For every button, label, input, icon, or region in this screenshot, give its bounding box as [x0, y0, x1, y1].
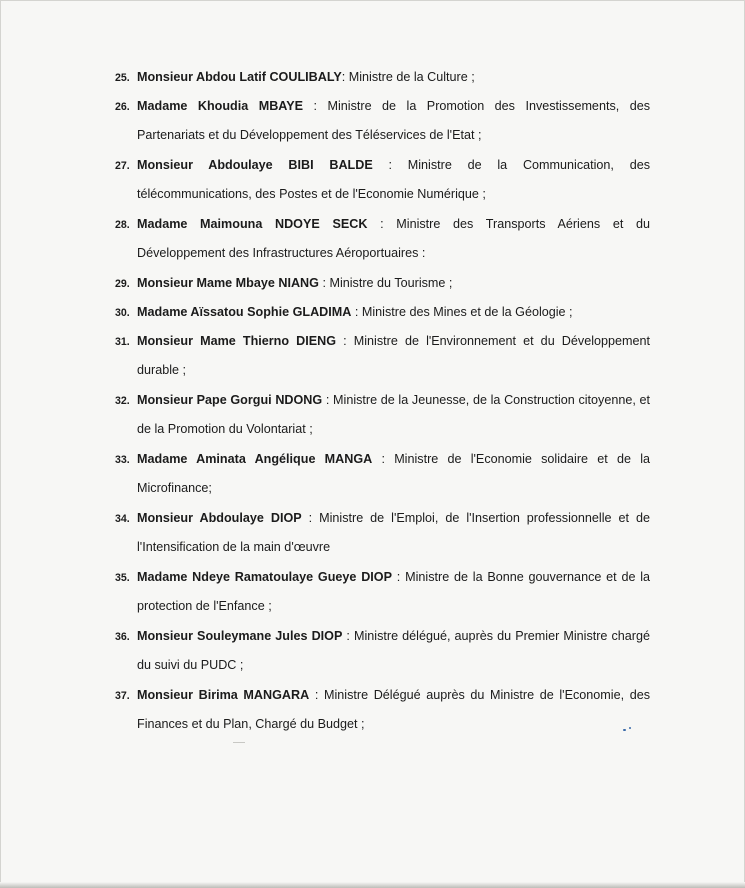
- item-number: 28.: [115, 219, 130, 231]
- minister-name: Monsieur Mame Mbaye NIANG: [137, 276, 319, 290]
- minister-role: Ministre de la Promotion des Investissements, des Partenariats et du Développement des Téléservices de l'Etat ;: [137, 99, 651, 142]
- item-number: 34.: [115, 513, 130, 525]
- minister-name: Monsieur Pape Gorgui NDONG: [137, 393, 323, 407]
- list-item: [115, 63, 650, 92]
- minister-list: [115, 63, 650, 740]
- minister-role: Ministre des Mines et de la Géologie ;: [361, 305, 573, 319]
- minister-name: Monsieur Birima MANGARA: [137, 688, 310, 702]
- minister-name: Madame Aïssatou Sophie GLADIMA: [137, 305, 352, 319]
- list-item: [115, 269, 650, 298]
- separator: :: [301, 511, 313, 525]
- item-number: 35.: [115, 572, 130, 584]
- minister-name: Madame Khoudia MBAYE: [137, 99, 304, 113]
- separator: :: [322, 393, 330, 407]
- item-number: 30.: [115, 307, 130, 319]
- separator: :: [351, 305, 359, 319]
- item-number: 25.: [115, 72, 130, 84]
- page-edge-shadow: [0, 882, 745, 888]
- minister-role: Ministre de l'Economie solidaire et de la Microfinance;: [137, 452, 650, 495]
- list-item: [115, 681, 650, 739]
- list-item: [115, 504, 650, 562]
- separator: :: [372, 158, 392, 172]
- minister-name: Monsieur Abdoulaye BIBI BALDE: [137, 158, 373, 172]
- item-number: 33.: [115, 454, 130, 466]
- list-item: [115, 92, 650, 150]
- item-number: 37.: [115, 690, 130, 702]
- minister-name: Monsieur Mame Thierno DIENG: [137, 334, 337, 348]
- list-item: [115, 445, 650, 503]
- minister-name: Monsieur Abdou Latif COULIBALY: [137, 70, 342, 84]
- minister-role: Ministre de la Bonne gouvernance et de la protection de l'Enfance ;: [137, 570, 651, 613]
- item-number: 26.: [115, 101, 130, 113]
- item-number: 29.: [115, 278, 130, 290]
- minister-name: Madame Aminata Angélique MANGA: [137, 452, 373, 466]
- minister-role: Ministre délégué, auprès du Premier Ministre chargé du suivi du PUDC ;: [137, 629, 651, 672]
- minister-name: Monsieur Abdoulaye DIOP: [137, 511, 302, 525]
- list-item: [115, 298, 650, 327]
- minister-name: Monsieur Souleymane Jules DIOP: [137, 629, 343, 643]
- list-item: [115, 386, 650, 444]
- minister-role: Ministre de la Culture ;: [348, 70, 475, 84]
- separator: :: [318, 276, 326, 290]
- minister-role: Ministre Délégué auprès du Ministre de l'Economie, des Finances et du Plan, Chargé du Budget ;: [137, 688, 651, 731]
- separator: :: [392, 570, 401, 584]
- minister-role: Ministre de l'Emploi, de l'Insertion professionnelle et de l'Intensification de la main d'œuvre: [137, 511, 650, 554]
- list-item: [115, 151, 650, 209]
- item-number: 31.: [115, 336, 130, 348]
- list-item: [115, 327, 650, 385]
- separator: :: [336, 334, 347, 348]
- separator: :: [372, 452, 385, 466]
- minister-role: Ministre de l'Environnement et du Développement durable ;: [137, 334, 651, 377]
- minister-role: Ministre du Tourisme ;: [329, 276, 453, 290]
- item-number: 36.: [115, 631, 130, 643]
- minister-role: Ministre de la Communication, des télécommunications, des Postes et de l'Economie Numérique ;: [137, 158, 651, 201]
- ink-speck: [629, 727, 631, 729]
- minister-name: Madame Ndeye Ramatoulaye Gueye DIOP: [137, 570, 393, 584]
- scan-mark: [233, 742, 245, 743]
- list-item: [115, 563, 650, 621]
- list-item: [115, 210, 650, 268]
- separator: :: [309, 688, 319, 702]
- separator: :: [367, 217, 384, 231]
- minister-role: Ministre des Transports Aériens et du Développement des Infrastructures Aéroportuaires :: [137, 217, 650, 260]
- separator: :: [341, 70, 346, 84]
- item-number: 32.: [115, 395, 130, 407]
- minister-name: Madame Maimouna NDOYE SECK: [137, 217, 368, 231]
- separator: :: [303, 99, 318, 113]
- separator: :: [342, 629, 350, 643]
- minister-role: Ministre de la Jeunesse, de la Construction citoyenne, et de la Promotion du Volontariat ;: [137, 393, 651, 436]
- list-item: [115, 622, 650, 680]
- ink-speck: [623, 729, 626, 731]
- item-number: 27.: [115, 160, 130, 172]
